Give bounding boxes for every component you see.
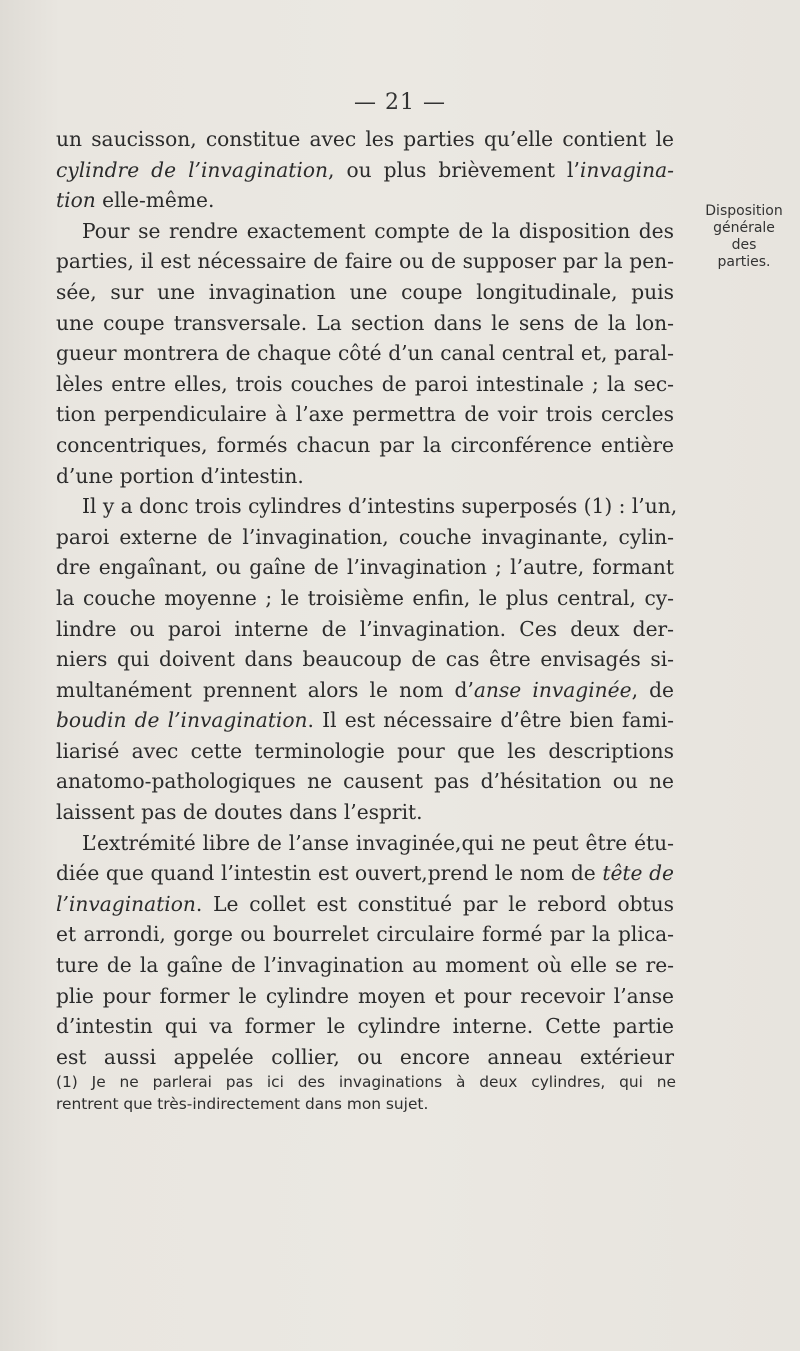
text-run: d’une portion d’intestin.	[56, 463, 304, 488]
text-line	[56, 797, 674, 828]
text-line	[56, 828, 674, 859]
italic-run: boudin de l’invagination	[56, 708, 308, 733]
text-run: liarisé avec cette terminologie pour que les descriptions	[56, 738, 674, 763]
text-run: un saucisson, constitue avec les parties qu’elle contient le	[56, 127, 674, 151]
text-run: paroi externe de l’invagination, couche invaginante, cylin-	[56, 524, 674, 549]
text-run: anatomo-pathologiques ne causent pas d’hésitation ou ne	[56, 769, 674, 794]
text-line	[56, 583, 674, 614]
text-run: . Le collet est constitué par le rebord obtus	[195, 891, 674, 916]
footnote	[56, 1071, 676, 1115]
italic-run: tion	[56, 188, 96, 213]
text-run: , de	[631, 677, 674, 702]
text-line	[56, 614, 674, 645]
text-run: gueur montrera de chaque côté d’un canal central et, paral-	[56, 341, 674, 366]
paragraph	[56, 124, 674, 216]
text-run: Il y a donc trois cylindres d’intestins superposés (1) : l’un,	[82, 494, 678, 519]
italic-run: tête de	[602, 861, 675, 886]
text-run: et arrondi, gorge ou bourrelet circulaire formé par la plica-	[56, 922, 674, 947]
text-line	[56, 216, 674, 247]
text-run: est aussi appelée collier, ou encore anneau extérieur	[56, 1044, 674, 1069]
text-line	[56, 889, 674, 920]
text-run: multanément prennent alors le nom d’	[56, 677, 474, 702]
text-line	[56, 736, 674, 767]
footnote-line: (1) Je ne parlerai pas ici des invaginations à deux cylindres, qui ne	[56, 1073, 676, 1091]
text-line	[56, 552, 674, 583]
text-run: , ou plus brièvement l’	[328, 157, 580, 182]
text-line	[56, 124, 674, 155]
text-run: dre engaînant, ou gaîne de l’invagination ; l’autre, formant	[56, 555, 674, 580]
text-run: parties, il est nécessaire de faire ou de supposer par la pen-	[56, 249, 674, 274]
main-text	[56, 124, 678, 1072]
text-line	[56, 155, 674, 186]
text-run: Pour se rendre exactement compte de la disposition des	[82, 218, 674, 243]
footnote-line: rentrent que très-indirectement dans mon sujet.	[56, 1095, 429, 1113]
paragraph	[56, 828, 674, 1073]
text-run: . Il est nécessaire d’être bien fami-	[307, 708, 674, 733]
text-line	[56, 491, 678, 522]
text-line	[56, 246, 674, 277]
text-line	[56, 369, 674, 400]
text-run: tion perpendiculaire à l’axe permettra de voir trois cercles	[56, 402, 674, 427]
text-line	[56, 277, 674, 308]
text-line	[56, 705, 674, 736]
margin-note-line: des	[731, 237, 757, 253]
italic-run: cylindre de l’invagination	[56, 157, 328, 182]
text-line	[56, 1042, 674, 1073]
text-line	[56, 338, 674, 369]
text-line	[56, 185, 674, 216]
text-line	[56, 919, 674, 950]
text-line	[56, 981, 674, 1012]
text-line	[56, 399, 674, 430]
text-line	[56, 950, 674, 981]
text-run: d’intestin qui va former le cylindre interne. Cette partie	[56, 1014, 674, 1039]
text-line	[56, 644, 674, 675]
text-run: ture de la gaîne de l’invagination au moment où elle se re-	[56, 953, 674, 978]
text-run: la couche moyenne ; le troisième enfin, le plus central, cy-	[56, 585, 674, 610]
paragraph	[56, 491, 678, 828]
margin-note	[694, 203, 794, 271]
text-run: L’extrémité libre de l’anse invaginée,qui ne peut être étu-	[82, 830, 674, 855]
text-run: lèles entre elles, trois couches de paroi intestinale ; la sec-	[56, 371, 674, 396]
italic-run: anse invaginée	[473, 677, 632, 702]
italic-run: l’invagination	[56, 891, 196, 916]
text-run: concentriques, formés chacun par la circonférence entière	[56, 432, 674, 457]
text-line	[56, 522, 674, 553]
margin-note-line: générale	[713, 220, 775, 236]
text-line	[56, 1011, 674, 1042]
text-line	[56, 675, 674, 706]
text-run: niers qui doivent dans beaucoup de cas être envisagés si-	[56, 647, 674, 672]
text-run: laissent pas de doutes dans l’esprit.	[56, 800, 423, 825]
margin-note-line: Disposition	[705, 203, 783, 219]
paragraph	[56, 216, 674, 491]
italic-run: invagina-	[579, 157, 674, 182]
text-run: une coupe transversale. La section dans le sens de la lon-	[56, 310, 674, 335]
text-run: diée que quand l’intestin est ouvert,prend le nom de	[56, 861, 603, 886]
text-run: sée, sur une invagination une coupe longitudinale, puis	[56, 279, 674, 304]
text-line	[56, 766, 674, 797]
text-run: lindre ou paroi interne de l’invagination. Ces deux der-	[56, 616, 674, 641]
text-line	[56, 461, 674, 492]
text-line	[56, 430, 674, 461]
margin-note-line: parties.	[717, 254, 771, 270]
text-run: elle-même.	[95, 188, 215, 213]
text-line	[56, 858, 674, 889]
text-line	[56, 308, 674, 339]
page-number: — 21 —	[354, 90, 446, 115]
text-run: plie pour former le cylindre moyen et pour recevoir l’anse	[56, 983, 674, 1008]
